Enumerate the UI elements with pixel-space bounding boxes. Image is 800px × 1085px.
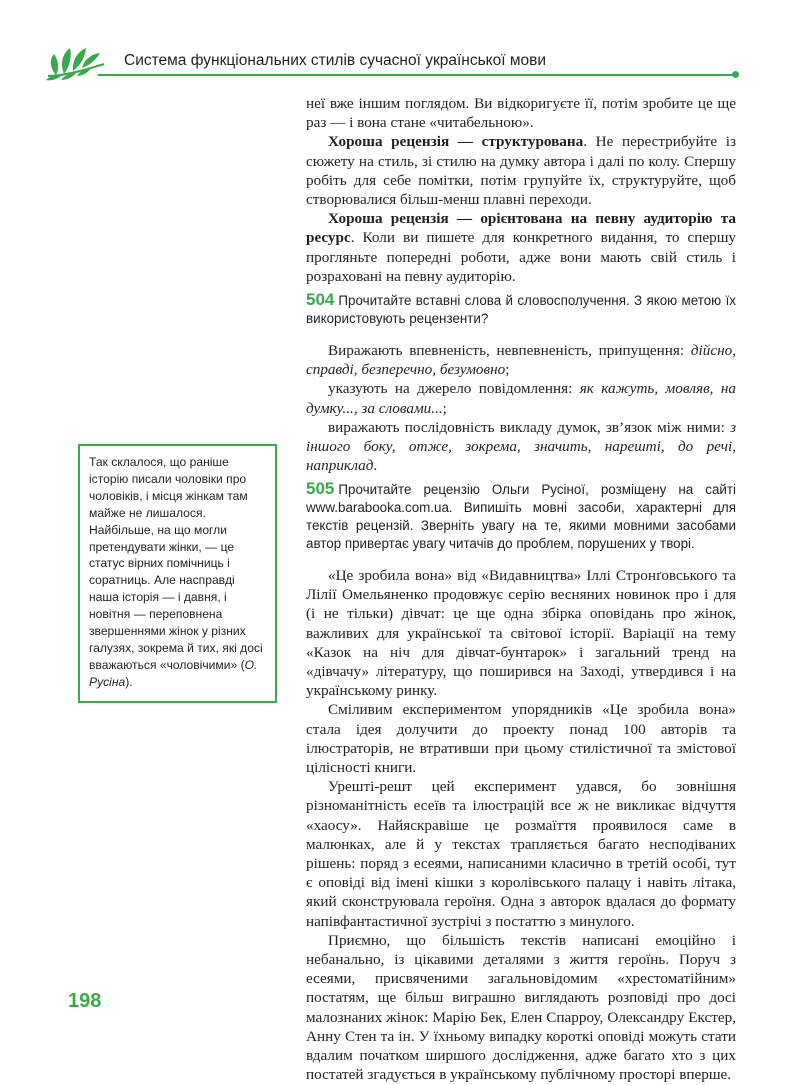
task-505-text: Прочитайте рецензію Ольги Русіної, розміщену на сайті www.barabooka.com.ua. Випишіть мовні засоби, характерні для текстів рецензій. Зверніть увагу на те, якими мовними засобами автор привертає увагу читачів до проблем, порушених у творі.: [306, 482, 736, 551]
structured-text: . Не перестрибуйте із сюжету на стиль, зі стилю на думку автора і далі по колу. Спершу робіть для себе помітки, потім групуйте їх, структуруйте, щоб створювалися більш-менш плавні переходи.: [306, 133, 736, 209]
review-paragraph-4: Приємно, що більшість текстів написані емоційно і небанально, із цікавими деталями з життя героїнь. Поруч з есеями, присвяченими загальновідомим «хрестоматійним» постатям, ще більш виграшно виглядають розповіді про досі малознаних жінок: Марію Бек, Елен Спарроу, Олександру Екстер, Анну Стен та ін. У їхньому випадку короткі оповіді можуть стати вдалим початком ширшого дослідження, адже багато хто з цих постатей згадується в українському публічному просторі вперше.: [306, 931, 736, 1084]
group-3-label: виражають послідовність викладу думок, зв’язок між ними:: [328, 418, 731, 436]
sidebar-text: Так склалося, що раніше історію писали чоловіки про чоловіків, і місця жінкам там майже не лишалося. Найбільше, на що могли претендувати жінки, — це статус вірних помічниць і соратниць. Але насправді наша історія — і давня, і новітня — переповнена звершеннями жінок у різних галузях, зокрема й тих, які досі вважаються «чоловічими» (: [89, 455, 263, 672]
group-3-end: .: [373, 457, 378, 475]
main-text-column: [306, 94, 736, 1085]
audience-text: . Коли ви пишете для конкретного видання, то спершу прогляньте попередні роботи, адже вони мають свій стиль і розраховані на певну аудиторію.: [306, 229, 736, 285]
chapter-title: Система функціональних стилів сучасної української мови: [124, 52, 547, 69]
group-2-label: указують на джерело повідомлення:: [328, 380, 580, 398]
group-2-end: ;: [442, 399, 447, 417]
group-1-end: ;: [505, 361, 510, 379]
task-505-number: 505: [306, 479, 335, 499]
task-504-number: 504: [306, 290, 335, 310]
group-3-words: з іншого боку, отже, зокрема, значить, нарешті, до речі, наприклад: [306, 418, 736, 475]
header-divider-dot: [732, 71, 739, 78]
group-1: [306, 341, 736, 379]
intro-continuation: неї вже іншим поглядом. Ви відкоригуєте її, потім зробите це ще раз — і вона стане «читабельною».: [306, 95, 736, 132]
group-2: [306, 379, 736, 417]
header-divider: [98, 74, 736, 76]
audience-heading: Хороша рецензія — орієнтована на певну аудиторію та ресурс: [306, 210, 736, 247]
task-504: [306, 291, 736, 328]
page-number: 198: [68, 990, 102, 1012]
group-2-words: як кажуть, мовляв, на думку..., за словами...: [306, 380, 737, 417]
review-paragraph-2: Сміливим експериментом упорядників «Це зробила вона» стала ідея долучити до проекту понад 100 авторів та ілюстраторів, не втративши при цьому стилістичної та змістової цілісності книги.: [306, 701, 736, 777]
review-paragraph-3: Урешті-решт цей експеримент удався, бо зовнішня різноманітність есеїв та ілюстрацій все ж не викликає відчуття «хаосу». Найяскравіше це розмаїття проявилося саме в малюнках, але й у текстах трапляється багато несподіваних рішень: поряд з есеями, написаними класично в третій особі, тут є оповіді від імені кішки з королівського палацу і навіть літака, який сконструювала героїня. Одна з авторок вдалася до формату напівфантастичної зустрічі з постаттю з минулого.: [306, 778, 736, 930]
structured-paragraph: [306, 132, 736, 209]
audience-paragraph: [306, 209, 736, 286]
structured-heading: Хороша рецензія — структурована: [328, 133, 584, 151]
task-505: [306, 480, 736, 552]
page-header: [0, 0, 800, 90]
review-paragraph-1: «Це зробила вона» від «Видавництва» Іллі Стронґовського та Лілії Омельяненко продовжує серію весняних новинок про і для (і не тільки) дівчат: це ще одна збірка оповідань про жінок, важливих для української та світової історії. Варіації на тему «Казок на ніч для дівчат-бунтарок» і загальний тренд на «дівчачу» літературу, що поширився на Заході, утвердився і на українському ринку.: [306, 567, 736, 700]
leaves-logo-icon: [46, 40, 106, 82]
group-1-label: Виражають впевненість, невпевненість, припущення:: [328, 342, 691, 360]
sidebar-author: О. Русіна: [89, 657, 258, 689]
group-3: [306, 418, 736, 476]
group-1-words: дійсно, справді, безперечно, безумовно: [306, 342, 736, 379]
sidebar-end: ).: [125, 674, 133, 689]
task-504-text: Прочитайте вставні слова й словосполучення. З якою метою їх використовують рецензенти?: [306, 293, 736, 326]
quote-sidebar: [78, 444, 277, 703]
